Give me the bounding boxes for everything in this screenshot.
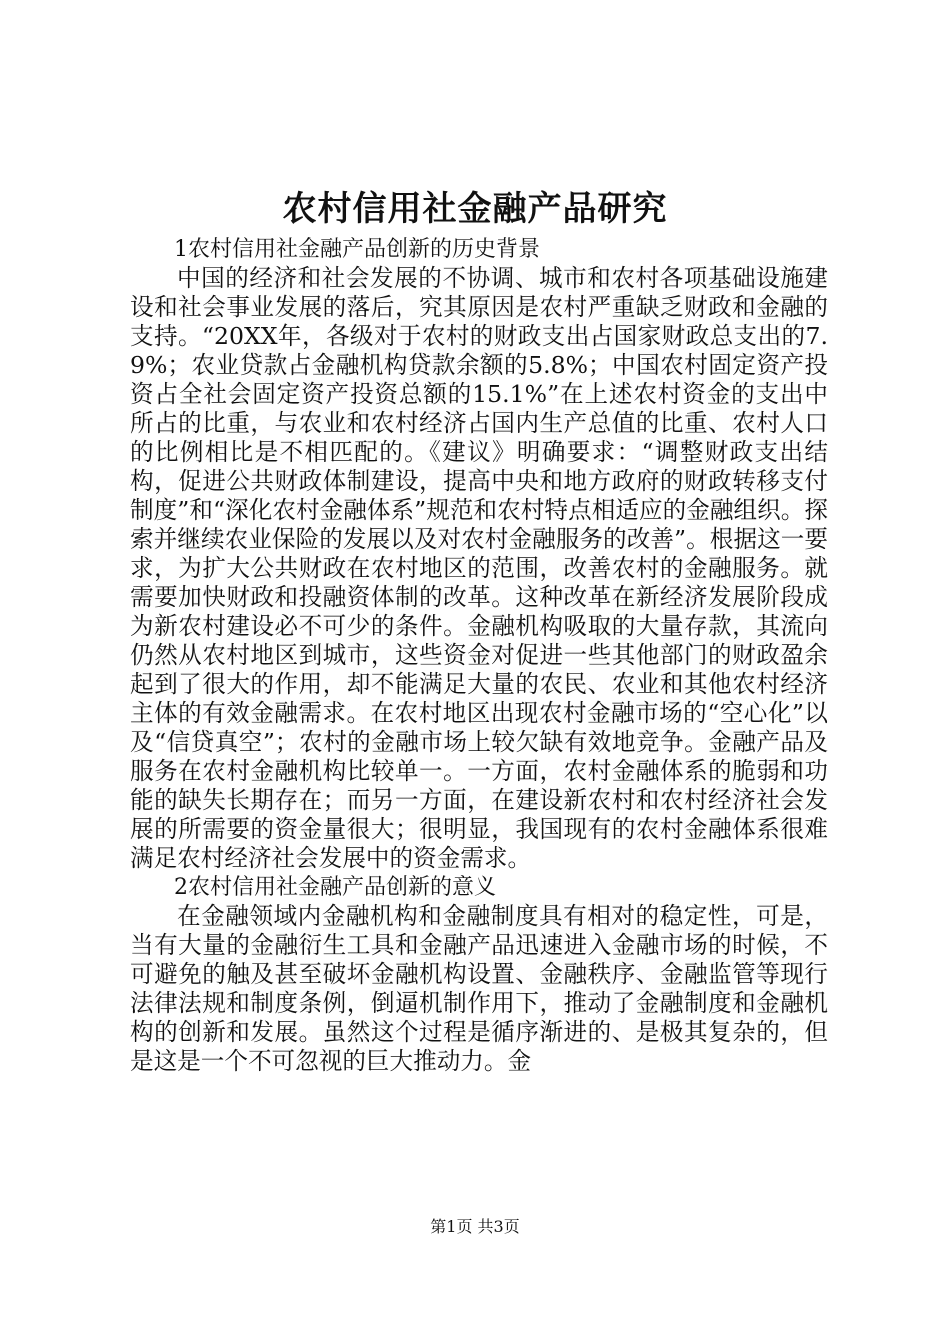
section-heading-2: 2农村信用社金融产品创新的意义 — [174, 875, 496, 900]
section-paragraph-2: 在金融领域内金融机构和金融制度具有相对的稳定性，可是，当有大量的金融衍生工具和金融产品迅速进入金融市场的时候，不可避免的触及甚至破坏金融机构设置、金融秩序、金融监管等现行法律法规和制度条例，倒逼机制作用下，推动了金融制度和金融机构的创新和发展。虽然这个过程是循序渐进的、是极其复杂的，但是这是一个不可忽视的巨大推动力。金 — [130, 902, 828, 1075]
document-title: 农村信用社金融产品研究 — [282, 189, 668, 229]
page-footer: 第1页 共3页 — [430, 1217, 520, 1236]
section-paragraph-1: 中国的经济和社会发展的不协调、城市和农村各项基础设施建设和社会事业发展的落后，究其原因是农村严重缺乏财政和金融的支持。“20XX年，各级对于农村的财政支出占国家财政总支出的7.9%；农业贷款占金融机构贷款余额的5.8%；中国农村固定资产投资占全社会固定资产投资总额的15.1%”在上述农村资金的支出中所占的比重，与农业和农村经济占国内生产总值的比重、农村人口的比例相比是不相匹配的。《建议》明确要求：“调整财政支出结构，促进公共财政体制建设，提高中央和地方政府的财政转移支付制度”和“深化农村金融体系”规范和农村特点相适应的金融组织。探索并继续农业保险的发展以及对农村金融服务的改善”。根据这一要求，为扩大公共财政在农村地区的范围，改善农村的金融服务。就需要加快财政和投融资体制的改革。这种改革在新经济发展阶段成为新农村建设必不可少的条件。金融机构吸取的大量存款，其流向仍然从农村地区到城市，这些资金对促进一些其他部门的财政盈余起到了很大的作用，却不能满足大量的农民、农业和其他农村经济主体的有效金融需求。在农村地区出现农村金融市场的“空心化”以及“信贷真空”；农村的金融市场上较欠缺有效地竞争。金融产品及服务在农村金融机构比较单一。一方面，农村金融体系的脆弱和功能的缺失长期存在；而另一方面，在建设新农村和农村经济社会发展的所需要的资金量很大；很明显，我国现有的农村金融体系很难满足农村经济社会发展中的资金需求。 — [130, 264, 828, 872]
document-body — [130, 235, 828, 1076]
section-heading-1: 1农村信用社金融产品创新的历史背景 — [174, 237, 540, 262]
